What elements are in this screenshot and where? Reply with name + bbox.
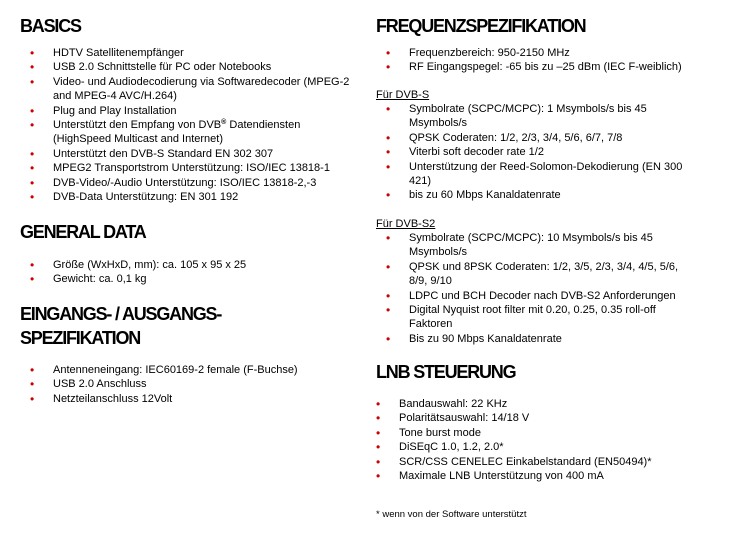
- bullet-icon: •: [376, 425, 381, 440]
- basics-list: [20, 46, 365, 204]
- lnb-heading: LNB STEUERUNG: [376, 362, 516, 382]
- bullet-icon: •: [30, 175, 35, 190]
- io-heading: EINGANGS- / AUSGANGS- SPEZIFIKATION: [20, 304, 222, 348]
- bullet-icon: •: [30, 391, 35, 406]
- list-item: • QPSK Coderaten: 1/2, 2/3, 3/4, 5/6, 6/7, 7/8: [386, 130, 623, 145]
- general-list: [20, 258, 365, 287]
- general-heading: GENERAL DATA: [20, 222, 146, 242]
- list-item: • USB 2.0 Schnittstelle für PC oder Notebooks: [30, 60, 272, 75]
- list-item: • LDPC und BCH Decoder nach DVB-S2 Anforderungen: [386, 288, 676, 303]
- list-item: • Gewicht: ca. 0,1 kg: [30, 272, 147, 287]
- bullet-icon: •: [386, 46, 391, 60]
- bullet-icon: •: [376, 440, 381, 455]
- list-item: • Unterstützt den DVB-S Standard EN 302 307: [30, 146, 274, 161]
- bullet-icon: •: [376, 397, 381, 411]
- freq-list: [376, 46, 722, 75]
- list-item: • Video- und Audiodecodierung via Softwaredecoder (MPEG-2 and MPEG-4 AVC/H.264): [30, 74, 350, 103]
- footnote: * wenn von der Software unterstützt: [376, 509, 527, 520]
- list-item: • DVB-Video/-Audio Unterstützung: ISO/IEC 13818-2,-3: [30, 175, 317, 190]
- bullet-icon: •: [386, 102, 391, 116]
- list-item: • Bis zu 90 Mbps Kanaldatenrate: [386, 331, 562, 346]
- bullet-icon: •: [376, 469, 381, 484]
- list-item: • Maximale LNB Unterstützung von 400 mA: [376, 469, 604, 484]
- bullet-icon: •: [386, 130, 391, 145]
- lnb-list: [366, 397, 712, 483]
- bullet-icon: •: [30, 103, 35, 118]
- list-item: • Digital Nyquist root filter mit 0.20, 0.25, 0.35 roll-off Faktoren: [386, 303, 656, 331]
- bullet-icon: •: [30, 46, 35, 60]
- bullet-icon: •: [30, 60, 35, 75]
- dvbs2-subtitle: Für DVB-S2: [376, 218, 436, 230]
- bullet-icon: •: [386, 60, 391, 75]
- list-item: • Frequenzbereich: 950-2150 MHz: [386, 46, 570, 60]
- basics-heading: BASICS: [20, 16, 81, 36]
- bullet-icon: •: [30, 161, 35, 176]
- bullet-icon: •: [386, 331, 391, 346]
- list-item: • Symbolrate (SCPC/MCPC): 10 Msymbols/s bis 45 Msymbols/s: [386, 231, 653, 259]
- bullet-icon: •: [386, 145, 391, 160]
- list-item: • Viterbi soft decoder rate 1/2: [386, 145, 544, 160]
- list-item: • RF Eingangspegel: -65 bis zu –25 dBm (IEC F-weiblich): [386, 60, 682, 75]
- bullet-icon: •: [386, 288, 391, 303]
- bullet-icon: •: [30, 146, 35, 161]
- bullet-icon: •: [376, 454, 381, 469]
- bullet-icon: •: [30, 190, 35, 205]
- io-list: [20, 363, 365, 406]
- dvbs-subtitle: Für DVB-S: [376, 89, 430, 101]
- list-item: • USB 2.0 Anschluss: [30, 377, 147, 392]
- bullet-icon: •: [30, 74, 35, 89]
- list-item: • DVB-Data Unterstützung: EN 301 192: [30, 190, 239, 205]
- bullet-icon: •: [30, 363, 35, 377]
- bullet-icon: •: [30, 258, 35, 272]
- list-item: • Unterstützung der Reed-Solomon-Dekodierung (EN 300 421): [386, 159, 683, 188]
- freq-heading: FREQUENZSPEZIFIKATION: [376, 16, 586, 36]
- bullet-icon: •: [386, 159, 391, 174]
- bullet-icon: •: [30, 272, 35, 287]
- dvbs2-list: [376, 231, 686, 346]
- list-item: • HDTV Satellitenempfänger: [30, 46, 184, 60]
- list-item: • SCR/CSS CENELEC Einkabelstandard (EN50494)*: [376, 454, 652, 469]
- list-item: • MPEG2 Transportstrom Unterstützung: ISO/IEC 13818-1: [30, 161, 330, 176]
- bullet-icon: •: [30, 118, 35, 133]
- dvbs-list: [376, 102, 686, 203]
- bullet-icon: •: [376, 411, 381, 426]
- bullet-icon: •: [386, 303, 391, 318]
- list-item: • Netzteilanschluss 12Volt: [30, 391, 173, 406]
- list-item: • Bandauswahl: 22 KHz: [376, 397, 508, 411]
- bullet-icon: •: [386, 188, 391, 203]
- bullet-icon: •: [386, 231, 391, 245]
- list-item: • Unterstützt den Empfang von DVB® Datendiensten (HighSpeed Multicast and Internet): [30, 118, 301, 146]
- list-item: • Symbolrate (SCPC/MCPC): 1 Msymbols/s bis 45 Msymbols/s: [386, 102, 647, 130]
- list-item: • Antenneneingang: IEC60169-2 female (F-Buchse): [30, 363, 298, 377]
- bullet-icon: •: [30, 377, 35, 392]
- bullet-icon: •: [386, 259, 391, 274]
- list-item: • Polaritätsauswahl: 14/18 V: [376, 411, 530, 426]
- list-item: • Größe (WxHxD, mm): ca. 105 x 95 x 25: [30, 258, 247, 272]
- list-item: • bis zu 60 Mbps Kanaldatenrate: [386, 188, 561, 203]
- list-item: • Tone burst mode: [376, 425, 481, 440]
- list-item: • QPSK und 8PSK Coderaten: 1/2, 3/5, 2/3, 3/4, 4/5, 5/6, 8/9, 9/10: [386, 259, 679, 288]
- list-item: • Plug and Play Installation: [30, 103, 177, 118]
- list-item: • DiSEqC 1.0, 1.2, 2.0*: [376, 440, 504, 455]
